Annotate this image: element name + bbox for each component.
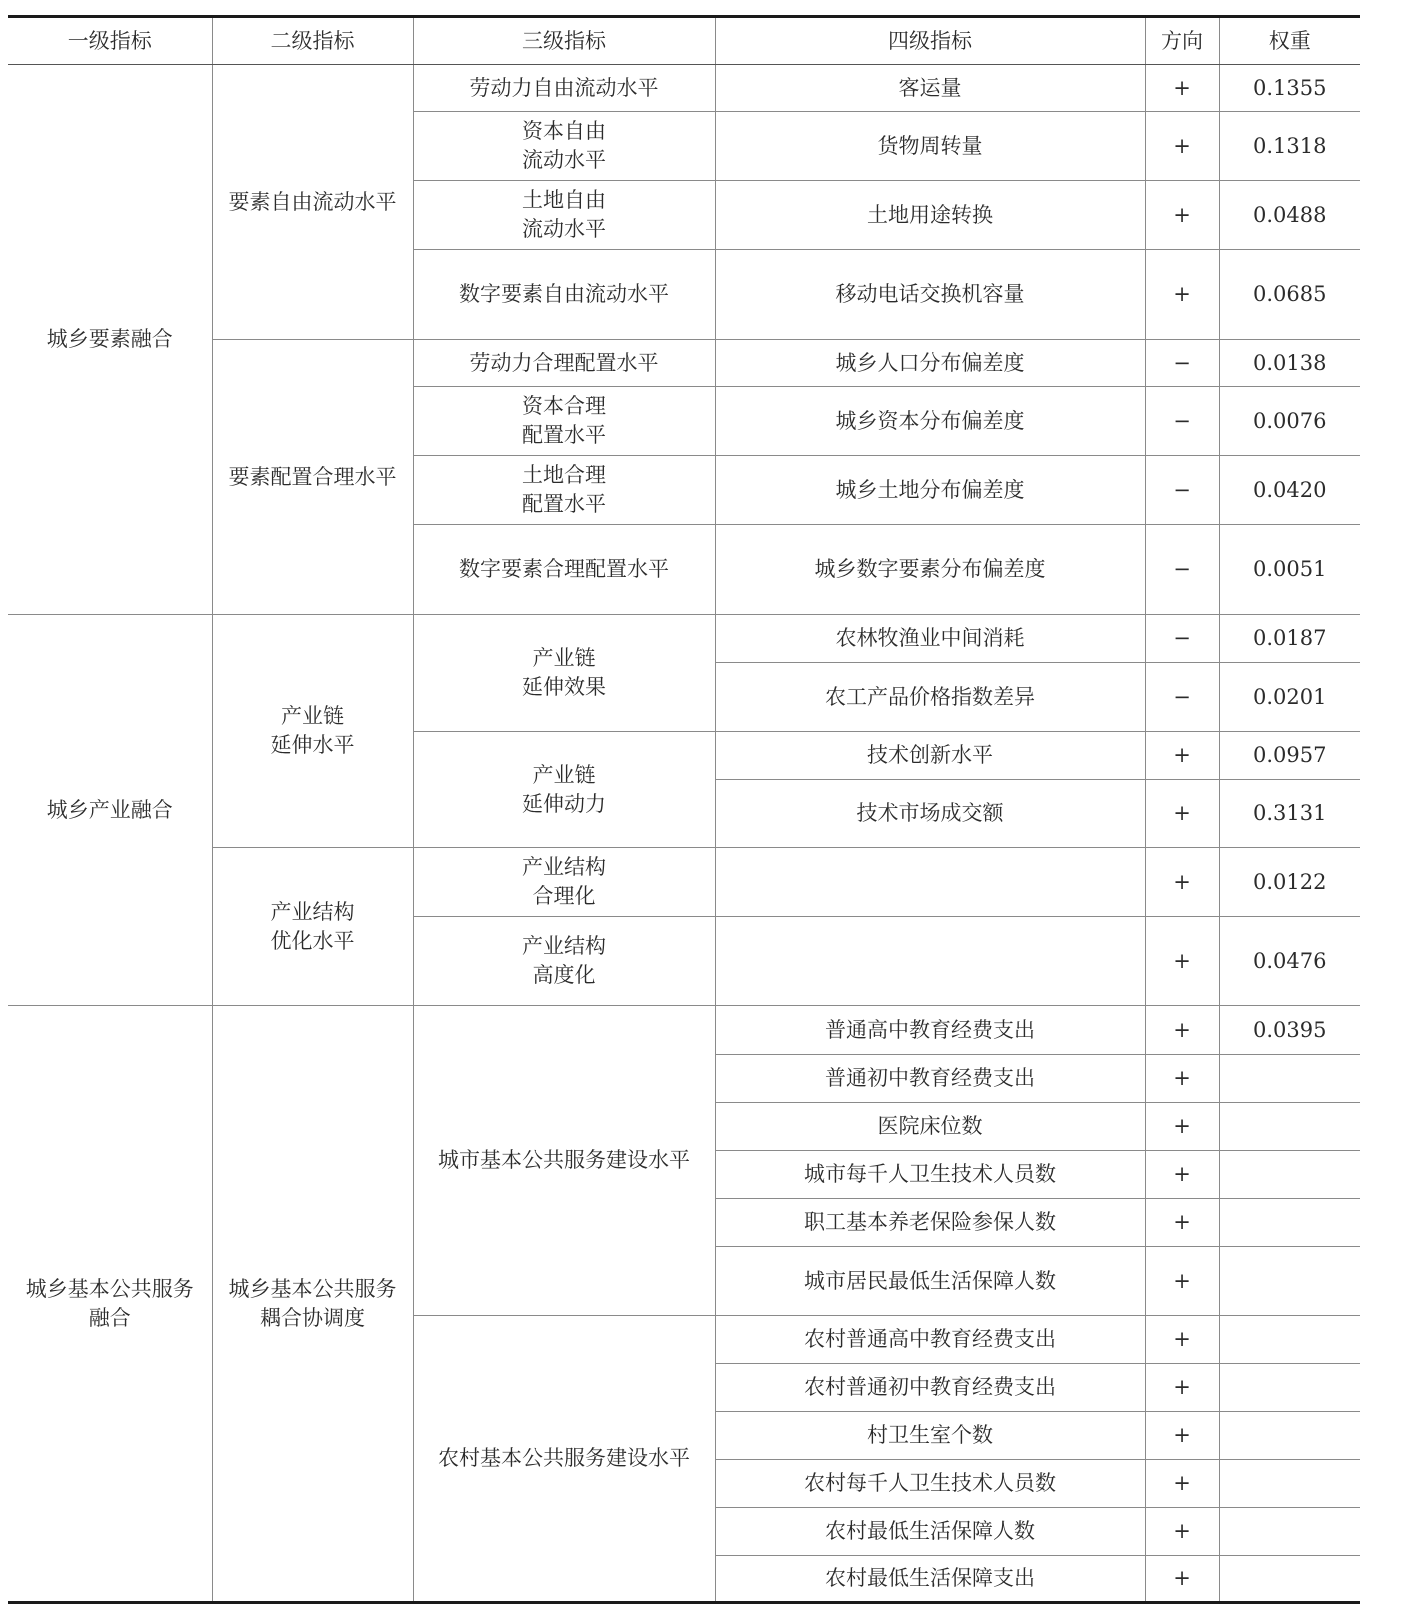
weight-cell [1219,1316,1360,1364]
level3-cell: 产业链 延伸动力 [413,732,715,848]
level4-cell: 技术市场成交额 [715,780,1145,848]
level4-cell: 城乡土地分布偏差度 [715,456,1145,525]
level4-cell: 村卫生室个数 [715,1412,1145,1460]
level3-cell: 劳动力自由流动水平 [413,65,715,112]
direction-cell: + [1145,1316,1219,1364]
direction-cell: − [1145,663,1219,732]
level4-cell: 城市每千人卫生技术人员数 [715,1151,1145,1199]
weight-cell: 0.0957 [1219,732,1360,780]
level4-cell [715,848,1145,917]
direction-cell: + [1145,848,1219,917]
level4-cell: 农林牧渔业中间消耗 [715,615,1145,663]
weight-cell: 0.0076 [1219,387,1360,456]
level4-cell: 职工基本养老保险参保人数 [715,1199,1145,1247]
weight-cell [1219,1508,1360,1556]
table-row [8,65,1360,112]
direction-cell: − [1145,525,1219,615]
weight-cell [1219,1556,1360,1603]
header-direction: 方向 [1145,17,1219,65]
weight-cell: 0.0395 [1219,1006,1360,1055]
level4-cell: 农村最低生活保障支出 [715,1556,1145,1603]
direction-cell: + [1145,1556,1219,1603]
level2-cell: 要素自由流动水平 [212,65,413,340]
level1-cell: 城乡基本公共服务 融合 [8,1006,212,1603]
level4-cell: 土地用途转换 [715,181,1145,250]
weight-cell [1219,1412,1360,1460]
level4-cell: 医院床位数 [715,1103,1145,1151]
direction-cell: + [1145,112,1219,181]
level4-cell: 农工产品价格指数差异 [715,663,1145,732]
direction-cell: + [1145,917,1219,1006]
direction-cell: + [1145,780,1219,848]
level3-cell: 产业链 延伸效果 [413,615,715,732]
level3-cell: 劳动力合理配置水平 [413,340,715,387]
level2-cell: 产业链 延伸水平 [212,615,413,848]
direction-cell: + [1145,1055,1219,1103]
table-row [8,1006,1360,1055]
weight-cell: 0.0685 [1219,250,1360,340]
indicator-table-document [8,15,1360,1604]
level3-cell: 数字要素合理配置水平 [413,525,715,615]
direction-cell: + [1145,181,1219,250]
level4-cell: 城市居民最低生活保障人数 [715,1247,1145,1316]
level4-cell: 农村每千人卫生技术人员数 [715,1460,1145,1508]
weight-cell: 0.0138 [1219,340,1360,387]
level2-cell: 要素配置合理水平 [212,340,413,615]
weight-cell: 0.1355 [1219,65,1360,112]
direction-cell: + [1145,1103,1219,1151]
level4-cell: 技术创新水平 [715,732,1145,780]
level2-cell: 产业结构 优化水平 [212,848,413,1006]
level1-cell: 城乡要素融合 [8,65,212,615]
direction-cell: + [1145,1508,1219,1556]
direction-cell: + [1145,1151,1219,1199]
weight-cell: 0.1318 [1219,112,1360,181]
direction-cell: + [1145,1006,1219,1055]
level1-cell: 城乡产业融合 [8,615,212,1006]
level4-cell [715,917,1145,1006]
header-row [8,17,1360,65]
level3-cell: 产业结构 合理化 [413,848,715,917]
weight-cell: 0.0201 [1219,663,1360,732]
weight-cell [1219,1247,1360,1316]
weight-cell: 0.0476 [1219,917,1360,1006]
weight-cell [1219,1103,1360,1151]
direction-cell: + [1145,1247,1219,1316]
header-weight: 权重 [1219,17,1360,65]
weight-cell: 0.0187 [1219,615,1360,663]
level4-cell: 农村普通高中教育经费支出 [715,1316,1145,1364]
level3-cell: 产业结构 高度化 [413,917,715,1006]
weight-cell [1219,1055,1360,1103]
header-level4: 四级指标 [715,17,1145,65]
level4-cell: 城乡人口分布偏差度 [715,340,1145,387]
direction-cell: − [1145,456,1219,525]
level4-cell: 城乡资本分布偏差度 [715,387,1145,456]
weight-cell [1219,1364,1360,1412]
level4-cell: 移动电话交换机容量 [715,250,1145,340]
weight-cell: 0.0122 [1219,848,1360,917]
direction-cell: + [1145,732,1219,780]
weight-cell: 0.3131 [1219,780,1360,848]
level2-cell: 城乡基本公共服务 耦合协调度 [212,1006,413,1603]
level4-cell: 农村普通初中教育经费支出 [715,1364,1145,1412]
level3-cell: 资本合理 配置水平 [413,387,715,456]
direction-cell: + [1145,250,1219,340]
header-level1: 一级指标 [8,17,212,65]
level3-cell: 土地自由 流动水平 [413,181,715,250]
level4-cell: 货物周转量 [715,112,1145,181]
direction-cell: + [1145,65,1219,112]
indicator-table [8,15,1360,1604]
direction-cell: − [1145,387,1219,456]
weight-cell: 0.0420 [1219,456,1360,525]
level3-cell: 农村基本公共服务建设水平 [413,1316,715,1603]
level3-cell: 土地合理 配置水平 [413,456,715,525]
level4-cell: 客运量 [715,65,1145,112]
weight-cell [1219,1199,1360,1247]
level3-cell: 数字要素自由流动水平 [413,250,715,340]
level4-cell: 农村最低生活保障人数 [715,1508,1145,1556]
header-level2: 二级指标 [212,17,413,65]
weight-cell: 0.0488 [1219,181,1360,250]
weight-cell [1219,1151,1360,1199]
direction-cell: − [1145,615,1219,663]
level4-cell: 普通初中教育经费支出 [715,1055,1145,1103]
level4-cell: 普通高中教育经费支出 [715,1006,1145,1055]
level3-cell: 城市基本公共服务建设水平 [413,1006,715,1316]
header-level3: 三级指标 [413,17,715,65]
level4-cell: 城乡数字要素分布偏差度 [715,525,1145,615]
direction-cell: + [1145,1364,1219,1412]
direction-cell: − [1145,340,1219,387]
weight-cell: 0.0051 [1219,525,1360,615]
direction-cell: + [1145,1412,1219,1460]
direction-cell: + [1145,1199,1219,1247]
direction-cell: + [1145,1460,1219,1508]
level3-cell: 资本自由 流动水平 [413,112,715,181]
table-row [8,615,1360,663]
weight-cell [1219,1460,1360,1508]
